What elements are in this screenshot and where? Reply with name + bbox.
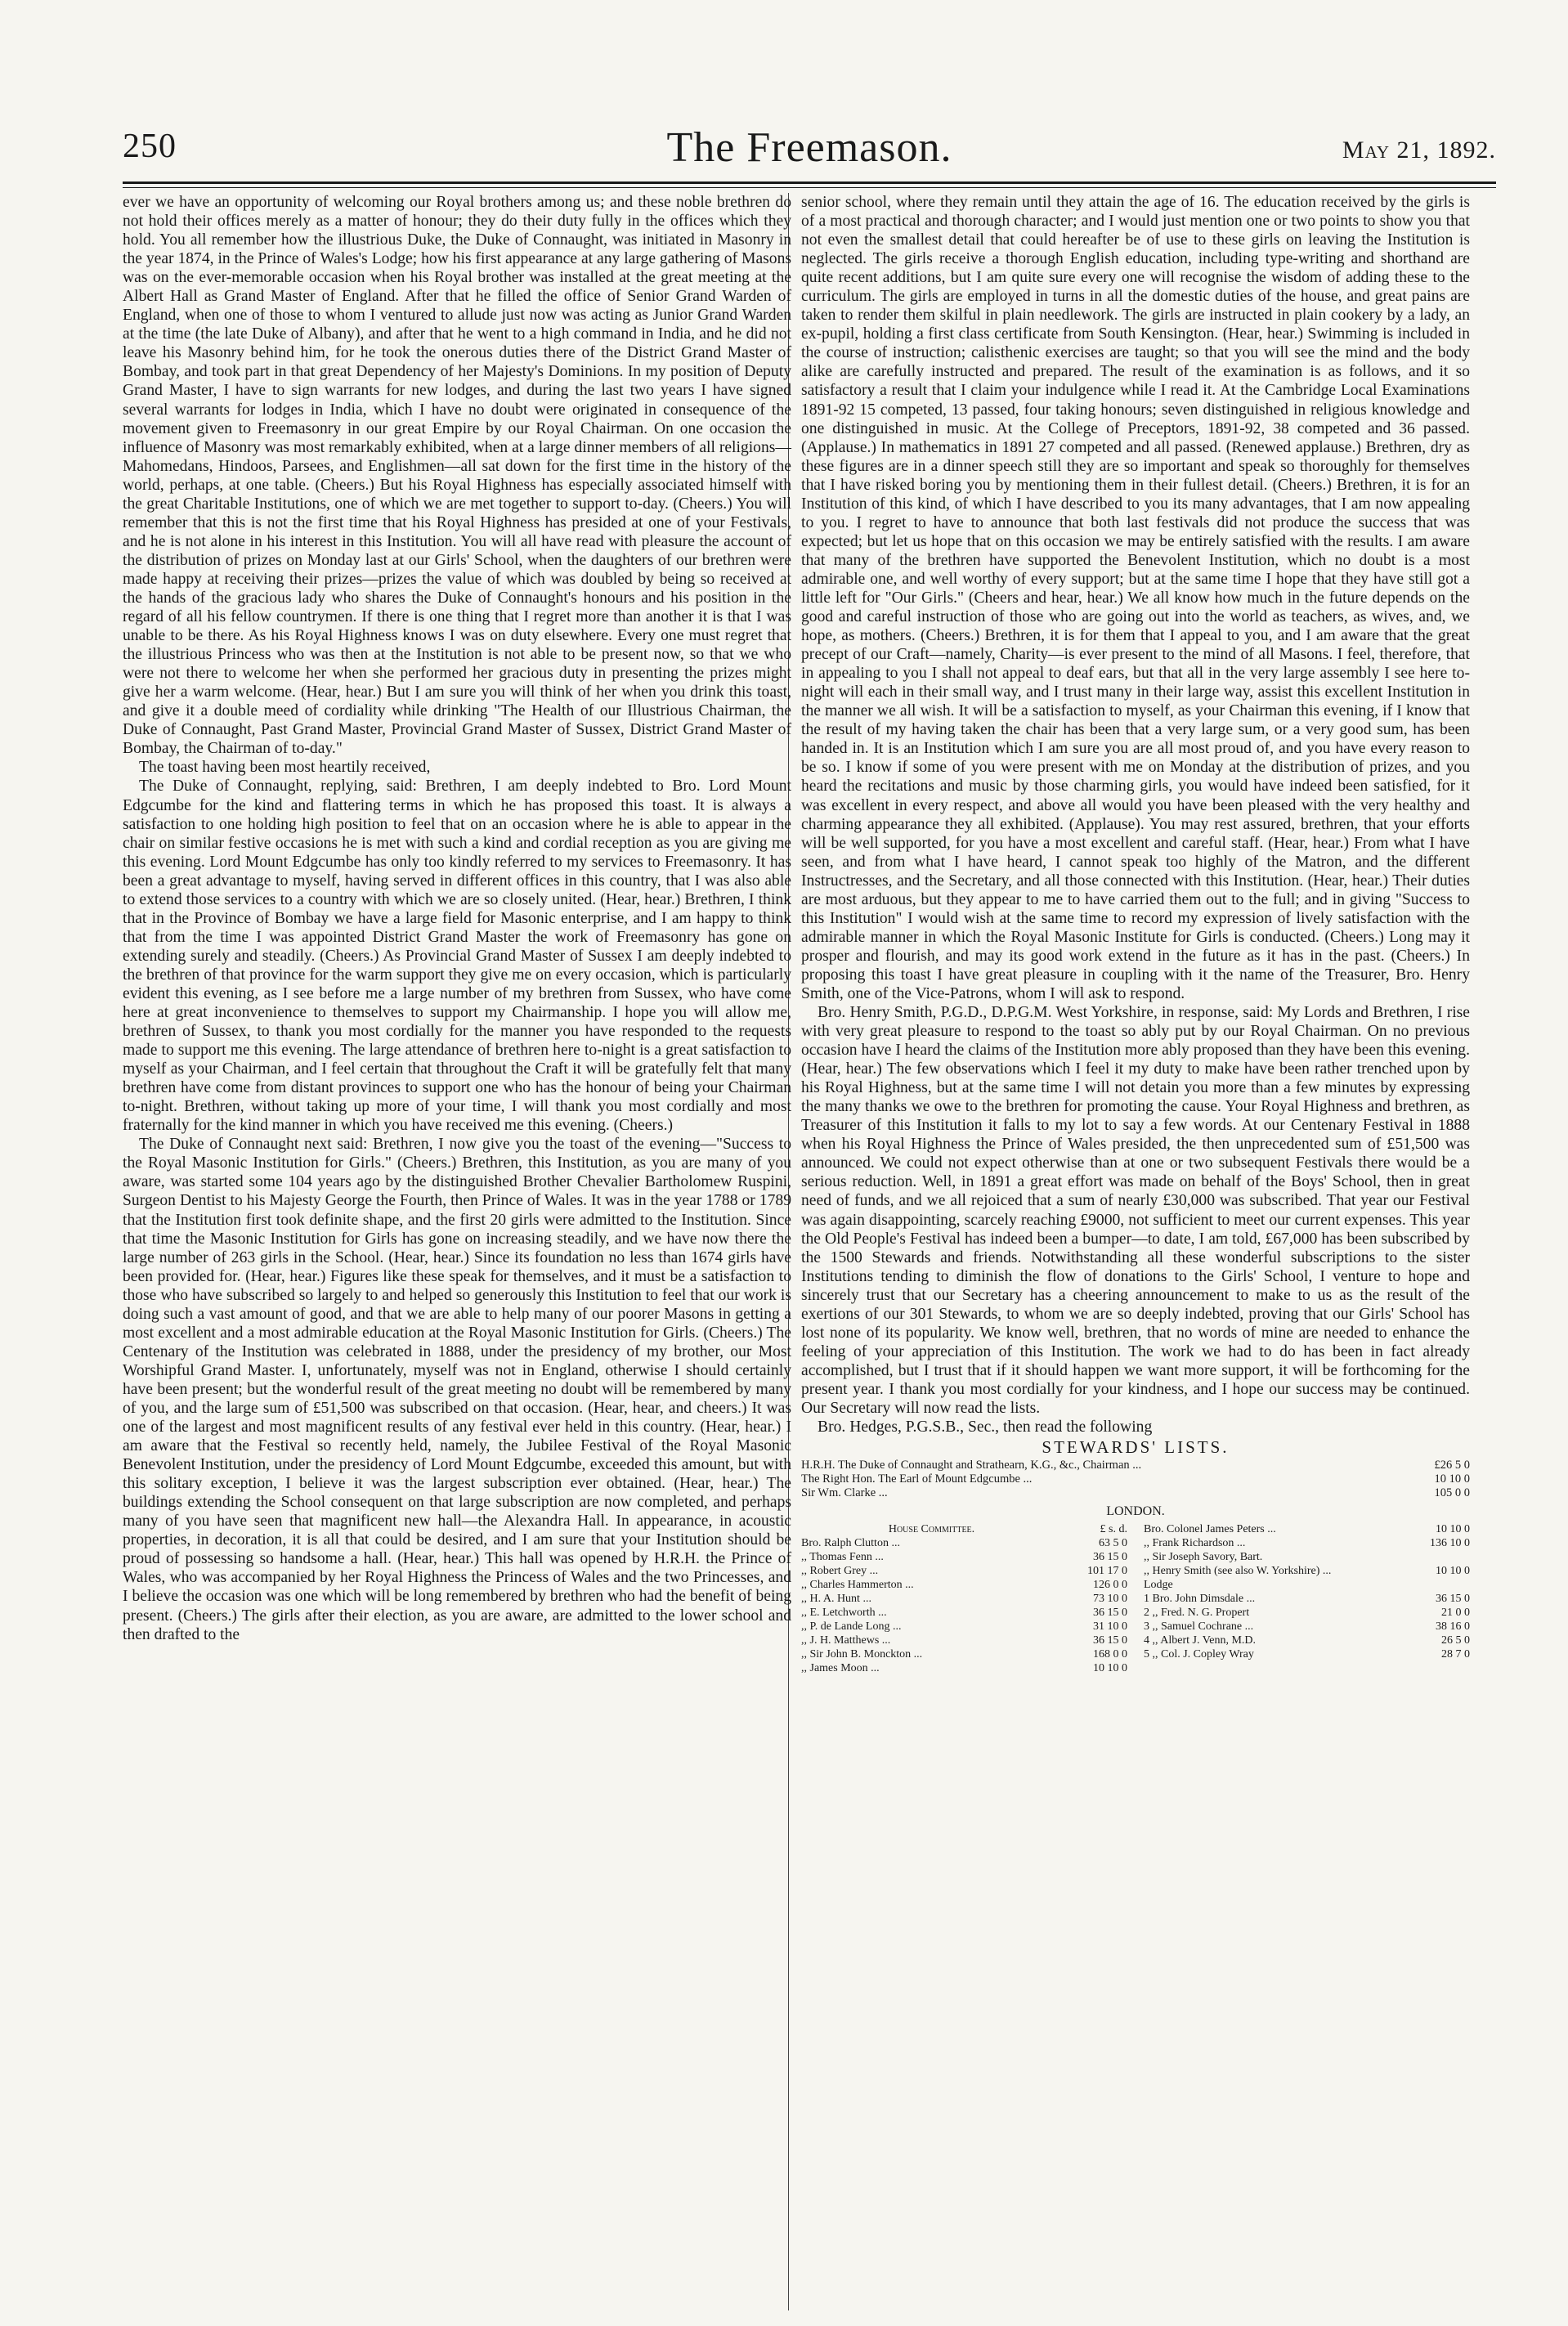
- steward-amount: 168 0 0: [1093, 1648, 1127, 1661]
- steward-name: ,, Thomas Fenn ...: [801, 1551, 884, 1564]
- steward-name: 3 ,, Samuel Cochrane ...: [1144, 1620, 1254, 1634]
- page-number: 250: [123, 128, 177, 165]
- list-item: [801, 1486, 1470, 1500]
- steward-amount: 36 15 0: [1436, 1593, 1470, 1606]
- steward-amount: [1404, 1578, 1470, 1592]
- steward-amount: £26 5 0: [1434, 1459, 1470, 1472]
- steward-amount: 10 10 0: [1434, 1472, 1470, 1486]
- steward-name: The Right Hon. The Earl of Mount Edgcumbe ...: [801, 1472, 1033, 1486]
- paragraph: The Duke of Connaught next said: Brethren, I now give you the toast of the evening—"Success to the Royal Masonic Institution for Girls." (Cheers.) Brethren, this Institution, as you are many of you aware, was started some 104 years ago by the distinguished Brother Chevalier Bartholomew Ruspini, Surgeon Dentist to his Majesty George the Fourth, then Prince of Wales. It was in the year 1788 or 1789 that the Institution first took definite shape, and the first 20 girls were admitted to the Institution. Since that time the Masonic Institution for Girls has gone on increasing steadily, and we have now there the large number of 263 girls in the School. (Hear, hear.) Since its foundation no less than 1674 girls have been provided for. (Hear, hear.) Figures like these speak for themselves, and it must be a satisfaction to those who have subscribed so largely to and helped so generously this Institution to feel that our work is doing such a vast amount of good, and that we are able to help many of our poorer Masons in getting a most excellent and a most admirable education at the Royal Masonic Institution for Girls. (Cheers.) The Centenary of the Institution was celebrated in 1888, under the presidency of my brother, our Most Worshipful Grand Master. I, unfortunately, myself was not in England, otherwise I should certainly have been present; but the wonderful result of the great meeting no doubt will be remembered by many of you, and the large sum of £51,500 was subscribed on that occasion. (Hear, hear, and cheers.) It was one of the largest and most magnificent results of any festival ever held in this country. (Hear, hear.) I am aware that the Festival so recently held, namely, the Jubilee Festival of the Royal Masonic Benevolent Institution, under the presidency of Lord Mount Edgcumbe, exceeded this amount, but with this solitary exception, I believe it was the largest subscription ever obtained. (Hear, hear.) The buildings extending the School consequent on that large subscription are now completed, and perhaps many of you have seen that magnificent new hall—the Alexandra Hall. In appearance, in acoustic properties, in decoration, it is all that could be desired, and I am sure that your Institution should be proud of possessing so handsome a hall. (Hear, hear.) This hall was opened by H.R.H. the Prince of Wales, who was accompanied by her Royal Highness the Princess of Wales and the two Princesses, and I believe the occasion was one which will be long remembered by brethren who had the benefit of being present. (Cheers.) The girls after their election, as you are aware, are admitted to the lower school and then drafted to the: [123, 1136, 791, 1643]
- paragraph: The Duke of Connaught, replying, said: Brethren, I am deeply indebted to Bro. Lord Mount Edgcumbe for the kind and flattering terms in which he has proposed this toast. It is always a satisfaction to one holding high position to feel that on an occasion where he is able to appear in the chair on similar festive occasions he is met with such a kind and cordial reception as you are giving me this evening. Lord Mount Edgcumbe has only too kindly referred to my services to Freemasonry. It has been a great advantage to myself, having served in different offices in this country, that I was also able to extend those services to a country with which we are so closely united. (Hear, hear.) Brethren, I think that in the Province of Bombay we have a large field for Masonic enterprise, and I am happy to think that from the time I was appointed District Grand Master the work of Freemasonry has gone on extending surely and steadily. (Cheers.) As Provincial Grand Master of Sussex I am deeply indebted to the brethren of that province for the warm support they give me on every occasion, which is particularly evident this evening, as I see before me a large number of my brethren from Sussex, who have come here at great inconvenience to themselves to support my Chairmanship. I hope you will allow me, brethren of Sussex, to thank you most cordially for the manner you have responded to the requests made to support me this evening. The large attendance of brethren here to-night is a great satisfaction to myself as your Chairman, and I feel certain that throughout the Craft it will be gratefully felt that many brethren have come from distant provinces to support one who has the honour of being your Chairman to-night. Brethren, without taking up more of your time, I will thank you most cordially and most fraternally for the kind manner in which you have received me this evening. (Cheers.): [123, 778, 791, 1135]
- list-item: [1144, 1606, 1470, 1620]
- list-item: [801, 1564, 1127, 1578]
- paragraph: The toast having been most heartily received,: [139, 759, 431, 777]
- steward-name: ,, Charles Hammerton ...: [801, 1579, 914, 1592]
- steward-name: Bro. Ralph Clutton ...: [801, 1537, 900, 1550]
- steward-name: ,, E. Letchworth ...: [801, 1607, 887, 1620]
- steward-name: ,, H. A. Hunt ...: [801, 1593, 871, 1606]
- steward-amount: 63 5 0: [1099, 1537, 1127, 1550]
- list-item: [1144, 1522, 1470, 1536]
- list-item: [801, 1578, 1127, 1592]
- steward-name: 4 ,, Albert J. Venn, M.D.: [1144, 1634, 1257, 1647]
- steward-amount: 105 0 0: [1434, 1486, 1470, 1500]
- steward-name: 1 Bro. John Dimsdale ...: [1144, 1593, 1256, 1606]
- list-header: [801, 1522, 1127, 1536]
- stewards-lists-title: STEWARDS' LISTS.: [1042, 1437, 1230, 1458]
- steward-amount: 10 10 0: [1436, 1565, 1470, 1578]
- steward-amount: 36 15 0: [1093, 1551, 1127, 1564]
- list-item: [801, 1634, 1127, 1647]
- list-item: [801, 1536, 1127, 1550]
- list-item: [801, 1620, 1127, 1634]
- list-item: [1144, 1592, 1470, 1606]
- steward-name: ,, P. de Lande Long ...: [801, 1620, 902, 1634]
- header-rule: [123, 182, 1496, 184]
- header-rule-thin: [123, 187, 1496, 188]
- list-item: [801, 1459, 1470, 1472]
- stewards-left-list: [801, 1522, 1127, 1675]
- list-item: [1144, 1578, 1470, 1592]
- left-column: [123, 193, 791, 1644]
- steward-amount: 10 10 0: [1093, 1662, 1127, 1675]
- list-item: [801, 1647, 1127, 1661]
- steward-name: ,, Robert Grey ...: [801, 1565, 879, 1578]
- paragraph: Bro. Henry Smith, P.G.D., D.P.G.M. West Yorkshire, in response, said: My Lords and Brethren, I rise with very great pleasure to respond to the toast so ably put by our Royal Chairman. On no previous occasion have I heard the claims of the Institution more ably proposed than they have been this evening. (Hear, hear.) The few observations which I feel it my duty to make have been rather trenched upon by his Royal Highness, but at the same time I will not detain you more than a few minutes by expressing the many thanks we owe to the brethren for promoting the cause. Your Royal Highness and brethren, as Treasurer of this Institution it falls to my lot to say a few words. At our Centenary Festival in 1888 when his Royal Highness the Prince of Wales presided, the then unprecedented sum of £51,500 was announced. We could not expect otherwise than at one or two subsequent Festivals there would be a serious reduction. Well, in 1891 a great effort was made on behalf of the Boys' School, then in great need of funds, and we all rejoiced that a sum of nearly £30,000 was subscribed. That year our Festival was again disappointing, scarcely reaching £9000, not sufficient to meet our current expenses. This year the Old People's Festival has indeed been a bumper—to date, I am told, £67,000 has been subscribed by the 1500 Stewards and friends. Notwithstanding all these wonderful subscriptions to the sister Institutions tending to diminish the flow of donations to the Girls' School, I venture to hope and sincerely trust that our Secretary has a cheering announcement to make to us as the result of the exertions of our 301 Stewards, to whom we are so deeply indebted, proving that our Girls' School has lost none of its popularity. We know well, brethren, that no words of mine are needed to enhance the feeling of your appreciation of this Institution. The work we had to do has been in fact already accomplished, but I trust that if it should happen we want more support, it will be forthcoming for the present year. I thank you most cordially for your kindness, and I hope our success may be continued. Our Secretary will now read the lists.: [801, 1004, 1470, 1417]
- steward-amount: 21 0 0: [1441, 1607, 1470, 1620]
- steward-name: Lodge: [1144, 1579, 1173, 1592]
- steward-amount: 10 10 0: [1436, 1523, 1470, 1536]
- stewards-london-table: [801, 1522, 1470, 1675]
- right-column: [801, 193, 1470, 1675]
- steward-amount: [1404, 1550, 1470, 1564]
- steward-amount: 36 15 0: [1093, 1607, 1127, 1620]
- steward-name: ,, Frank Richardson ...: [1144, 1537, 1246, 1550]
- paragraph: Bro. Hedges, P.G.S.B., Sec., then read the following: [818, 1418, 1153, 1436]
- steward-amount: 136 10 0: [1430, 1537, 1470, 1550]
- list-item: [1144, 1634, 1470, 1647]
- list-item: [801, 1592, 1127, 1606]
- steward-name: Sir Wm. Clarke ...: [801, 1486, 888, 1500]
- list-item: [1144, 1620, 1470, 1634]
- steward-amount: 36 15 0: [1093, 1634, 1127, 1647]
- stewards-top-list: [801, 1459, 1470, 1500]
- london-heading: LONDON.: [1106, 1504, 1165, 1519]
- steward-amount: 26 5 0: [1441, 1634, 1470, 1647]
- steward-amount: 31 10 0: [1093, 1620, 1127, 1634]
- steward-name: ,, Sir Joseph Savory, Bart.: [1144, 1551, 1263, 1564]
- list-item: [801, 1472, 1470, 1486]
- steward-amount: 101 17 0: [1087, 1565, 1127, 1578]
- masthead-title: The Freemason.: [666, 124, 952, 171]
- list-item: [1144, 1647, 1470, 1661]
- paragraph: ever we have an opportunity of welcoming our Royal brothers among us; and these noble brethren do not hold their offices merely as a matter of honour; they do their duty fully in the offices which they hold. You all remember how the illustrious Duke, the Duke of Connaught, was initiated in Masonry in the year 1874, in the Prince of Wales's Lodge; how his first appearance at any large gathering of Masons was on the ever-memorable occasion when his Royal brother was installed at the great meeting at the Albert Hall as Grand Master of England. After that he filled the office of Senior Grand Warden of England, when one of those to whom I ventured to allude just now was acting as Junior Grand Warden at the time (the late Duke of Albany), and after that he went to a high command in India, and he did not leave his Masonry behind him, for he took the onerous duties there of the District Grand Master of Bombay, and took part in that great Dependency of her Majesty's Dominions. In my position of Deputy Grand Master, I have to sign warrants for new lodges, and during the last two years I have signed several warrants for lodges in India, which I have no doubt were originated in consequence of the movement given to Freemasonry in our great Empire by our Royal Chairman. On one occasion the influence of Masonry was most remarkably exhibited, when at a large dinner members of all religions—Mahomedans, Hindoos, Parsees, and Englishmen—all sat down for the first time in the history of the world, perhaps, at one table. (Cheers.) But his Royal Highness has especially associated himself with the great Charitable Institutions, one of which we are met together to support to-day. (Cheers.) You will remember that this is not the first time that his Royal Highness has presided at one of your Festivals, and he is not alone in his interest in this Institution. You will all have read with pleasure the account of the distribution of prizes on Monday last at our Girls' School, when the daughters of our brethren were made happy at receiving their prizes—prizes the value of which was doubled by being so received at the hands of the gracious lady who shares the Duke of Connaught's honours and his position in the regard of all his fellow countrymen. If there is one thing that I regret more than another it is that I was unable to be there. As his Royal Highness knows I was on duty elsewhere. Every one must regret that the illustrious Princess who was then at the Institution is not able to be present now, so that we who were not there to welcome her when she performed her gracious duty in presenting the prizes might give her a warm welcome. (Hear, hear.) But I am sure you will think of her when you drink this toast, and give it a double meed of cordiality while drinking "The Health of our Illustrious Chairman, the Duke of Connaught, Past Grand Master, Provincial Grand Master of Sussex, District Grand Master of Bombay, the Chairman of to-day.": [123, 194, 791, 758]
- lsd-header: £ s. d.: [1100, 1523, 1127, 1536]
- steward-name: 2 ,, Fred. N. G. Propert: [1144, 1607, 1250, 1620]
- steward-amount: 38 16 0: [1436, 1620, 1470, 1634]
- paragraph: senior school, where they remain until they attain the age of 16. The education received by the girls is of a most practical and thorough character; and I would just mention one or two points to show you that not even the smallest detail that could hereafter be of use to these girls on leaving the Institution is neglected. The girls receive a thorough English education, including type-writing and shorthand are quite recent additions, but I am quite sure every one will recognise the wisdom of adding these to the curriculum. The girls are employed in turns in all the domestic duties of the house, and great pains are taken to render them skilful in plain needlework. The girls are instructed in plain cookery by a lady, an ex-pupil, holding a first class certificate from South Kensington. (Hear, hear.) Swimming is included in the course of instruction; calisthenic exercises are taught; so that you will see the mind and the body alike are carefully instructed and prepared. The result of the examination is as follows, and it so satisfactory a result that I claim your indulgence while I read it. At the Cambridge Local Examinations 1891-92 15 competed, 13 passed, four taking honours; seven distinguished in religious knowledge and one distinguished in music. At the College of Preceptors, 1891-92, 38 competed and 36 passed. (Applause.) In mathematics in 1891 27 competed and all passed. (Renewed applause.) Brethren, dry as these figures are in a dinner speech still they are so important and speak so thoroughly for themselves that I have risked boring you by mentioning them in their fullest detail. (Cheers.) Brethren, it is for an Institution of this kind, of which I have described to you its many advantages, that I am now appealing to you. I regret to have to announce that both last festivals did not produce the success that was expected; but let us hope that on this occasion we may be entirely satisfied with the results. I am aware that many of the brethren have supported the Benevolent Institution, which no doubt is a most admirable one, and well worthy of every support; but at the same time I hope that they have still got a little left for "Our Girls." (Cheers and hear, hear.) We all know how much in the future depends on the good and careful instruction of those who are going out into the world as teachers, as wives, and, we hope, as mothers. (Cheers.) Brethren, it is for them that I appeal to you, and I am aware that the great precept of our Craft—namely, Charity—is ever present to the mind of all Masons. I feel, therefore, that in appealing to you I shall not appeal to deaf ears, but that all in the very large assembly I see here to-night will each in their small way, and I trust many in their large way, assist this excellent Institution in the manner we all wish. It will be a satisfaction to myself, as your Chairman this evening, if I know that the result of my having taken the chair has been that a very large sum, or a very good sum, has been handed in. It is an Institution which I am sure you are all most proud of, and you have every reason to be so. I know if some of you were present with me on Monday at the distribution of prizes, and you heard the recitations and music by those charming girls, you would have indeed been satisfied, for it was excellent in every respect, and above all would you have been pleased with the very healthy and charming appearance they all exhibited. (Applause). You may rest assured, brethren, that your efforts will be well supported, for you have a most excellent and careful staff. (Hear, hear.) From what I have seen, and from what I have heard, I cannot speak too highly of the Matron, and the different Instructresses, and the Secretary, and all those connected with this Institution. (Hear, hear.) Their duties are most arduous, but they appear to me to have carried them out to the full; and in giving "Success to this Institution" I would wish at the same time to record my expression of lively satisfaction with the admirable manner in which the Royal Masonic Institute for Girls is conducted. (Cheers.) Long may it prosper and flourish, and may its good work extend in the future as it has in the past. (Cheers.) In proposing this toast I have great pleasure in coupling with it the name of the Treasurer, Bro. Henry Smith, one of the Vice-Patrons, whom I will ask to respond.: [801, 194, 1470, 1002]
- steward-name: ,, J. H. Matthews ...: [801, 1634, 891, 1647]
- list-item: [1144, 1564, 1470, 1578]
- steward-amount: 28 7 0: [1441, 1648, 1470, 1661]
- steward-name: 5 ,, Col. J. Copley Wray: [1144, 1648, 1254, 1661]
- steward-name: H.R.H. The Duke of Connaught and Strathearn, K.G., &c., Chairman ...: [801, 1459, 1142, 1472]
- list-item: [801, 1550, 1127, 1564]
- list-item: [801, 1661, 1127, 1675]
- steward-name: ,, James Moon ...: [801, 1662, 880, 1675]
- issue-date: May 21, 1892.: [1342, 137, 1496, 164]
- steward-name: ,, Sir John B. Monckton ...: [801, 1648, 923, 1661]
- steward-name: Bro. Colonel James Peters ...: [1144, 1523, 1276, 1536]
- steward-amount: 73 10 0: [1093, 1593, 1127, 1606]
- steward-name: ,, Henry Smith (see also W. Yorkshire) ...: [1144, 1565, 1332, 1578]
- house-committee-heading: House Committee.: [888, 1523, 975, 1536]
- list-item: [801, 1606, 1127, 1620]
- list-item: [1144, 1536, 1470, 1550]
- steward-amount: 126 0 0: [1093, 1579, 1127, 1592]
- stewards-right-list: [1144, 1522, 1470, 1675]
- page-header: [123, 124, 1496, 184]
- list-item: [1144, 1550, 1470, 1564]
